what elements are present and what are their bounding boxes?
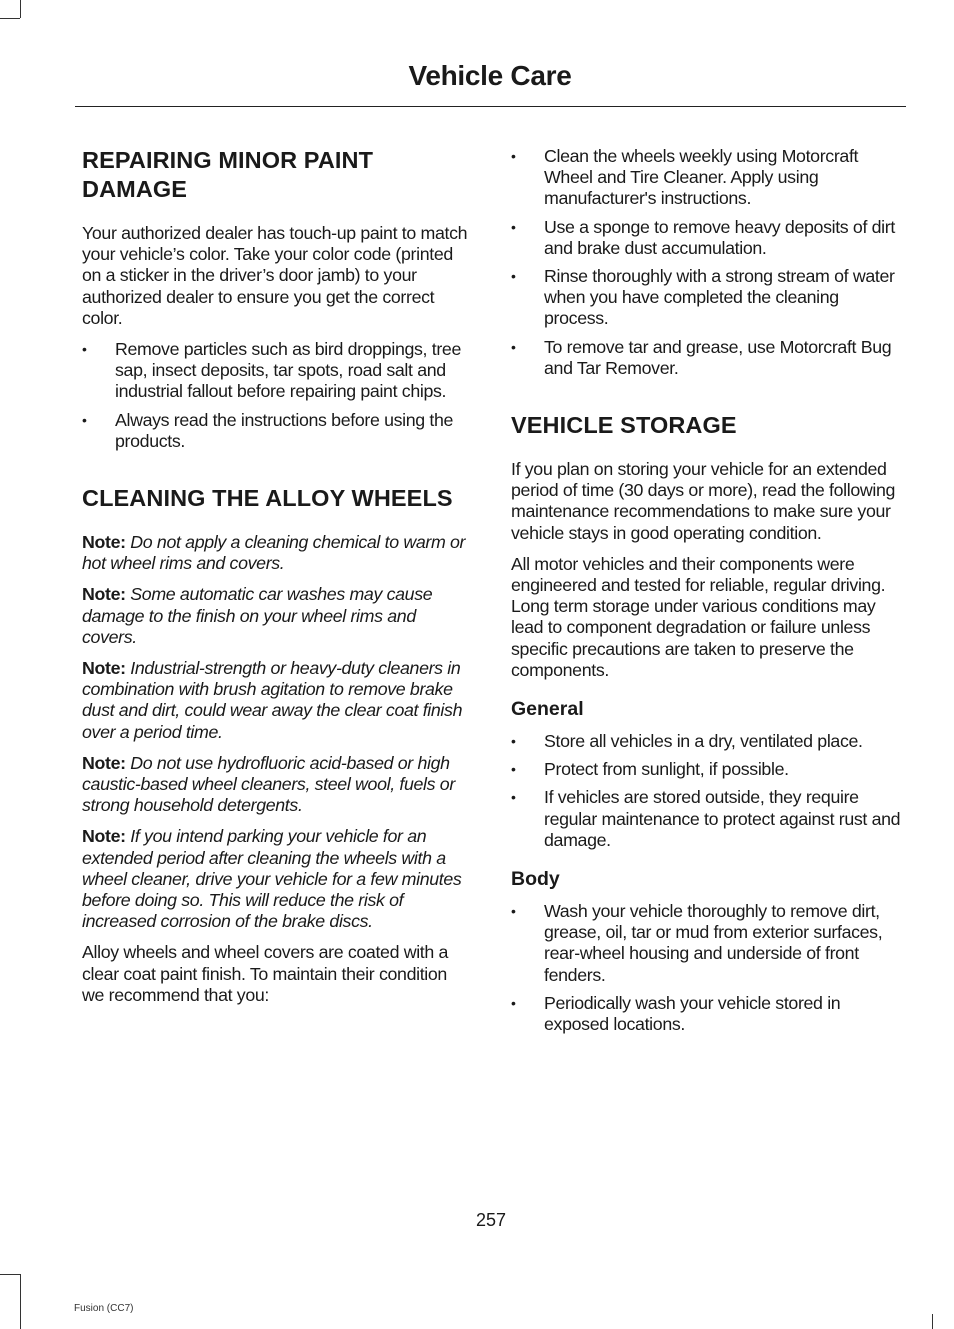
crop-mark bbox=[20, 1274, 21, 1329]
header-rule bbox=[75, 106, 906, 107]
alloy-heading: CLEANING THE ALLOY WHEELS bbox=[82, 485, 453, 512]
bullet-mark: • bbox=[511, 903, 516, 920]
general-heading: General bbox=[511, 698, 584, 721]
general-bullet-list bbox=[511, 731, 903, 851]
bullet-mark: • bbox=[82, 341, 87, 358]
list-item: • Use a sponge to remove heavy deposits of dirt and brake dust accumulation. bbox=[511, 216, 895, 258]
crop-mark bbox=[0, 18, 20, 19]
footer-model: Fusion (CC7) bbox=[74, 1303, 134, 1314]
note: Note: Some automatic car washes may cause damage to the finish on your wheel rims and covers. bbox=[82, 584, 433, 647]
bullet-mark: • bbox=[511, 789, 516, 806]
list-item: • Periodically wash your vehicle stored in exposed locations. bbox=[511, 992, 841, 1035]
bullet-mark: • bbox=[511, 994, 516, 1011]
right-column bbox=[511, 146, 903, 1045]
wheel-bullet-list bbox=[511, 146, 903, 379]
list-item: • Wash your vehicle thoroughly to remove dirt, grease, oil, tar or mud from exterior surfaces, rear-wheel housing and underside of front fenders. bbox=[511, 901, 883, 985]
list-item: • Protect from sunlight, if possible. bbox=[511, 759, 789, 780]
page-number: 257 bbox=[475, 1210, 507, 1230]
list-item: • Clean the wheels weekly using Motorcraft Wheel and Tire Cleaner. Apply using manufacturer's instructions. bbox=[511, 146, 859, 209]
repair-bullet-list bbox=[82, 339, 472, 452]
list-item: • Remove particles such as bird droppings, tree sap, insect deposits, tar spots, road salt and industrial fallout before repairing paint chips. bbox=[82, 339, 461, 402]
list-item: • If vehicles are stored outside, they require regular maintenance to protect against rust and damage. bbox=[511, 787, 901, 850]
storage-heading: VEHICLE STORAGE bbox=[511, 412, 737, 439]
repair-heading: REPAIRING MINOR PAINT DAMAGE bbox=[82, 147, 374, 202]
bullet-mark: • bbox=[511, 733, 516, 750]
list-item: • To remove tar and grease, use Motorcraft Bug and Tar Remover. bbox=[511, 336, 892, 378]
body-bullet-list bbox=[511, 901, 903, 1035]
alloy-outro: Alloy wheels and wheel covers are coated with a clear coat paint finish. To maintain their condition we recommend that you: bbox=[82, 942, 449, 1005]
list-item: • Always read the instructions before using the products. bbox=[82, 409, 454, 451]
list-item: • Store all vehicles in a dry, ventilated place. bbox=[511, 731, 863, 752]
bullet-mark: • bbox=[511, 148, 516, 164]
repair-intro: Your authorized dealer has touch-up paint to match your vehicle’s color. Take your color code (printed on a sticker in the driver’s door jamb) to your authorized dealer to ensure you get the correct color. bbox=[82, 223, 468, 328]
storage-para: If you plan on storing your vehicle for an extended period of time (30 days or more), read the following maintenance recommendations to make sure your vehicle stays in good operating condition. bbox=[511, 459, 896, 543]
bullet-mark: • bbox=[511, 268, 516, 285]
storage-para: All motor vehicles and their components were engineered and tested for reliable, regular driving. Long term storage under various conditions may lead to component degradation or failure unless specific precautions are taken to preserve the components. bbox=[511, 553, 886, 680]
note: Note: Do not apply a cleaning chemical to warm or hot wheel rims and covers. bbox=[82, 532, 466, 574]
note: Note: Industrial-strength or heavy-duty cleaners in combination with brush agitation to remove brake dust and dirt, could wear away the clear coat finish over a period time. bbox=[82, 658, 463, 742]
bullet-mark: • bbox=[511, 761, 516, 778]
bullet-mark: • bbox=[82, 411, 87, 428]
list-item: • Rinse thoroughly with a strong stream of water when you have completed the cleaning process. bbox=[511, 266, 895, 329]
note: Note: Do not use hydrofluoric acid-based or high caustic-based wheel cleaners, steel wool, fuels or strong household detergents. bbox=[82, 752, 455, 816]
crop-mark bbox=[20, 0, 21, 18]
body-heading: Body bbox=[511, 868, 560, 891]
bullet-mark: • bbox=[511, 338, 516, 355]
crop-mark bbox=[932, 1314, 933, 1329]
note: Note: If you intend parking your vehicle for an extended period after cleaning the wheels with a wheel cleaner, drive your vehicle for a few minutes before doing so. This will reduce the risk of increased corrosion of the brake discs. bbox=[82, 826, 462, 932]
left-column bbox=[82, 146, 472, 1016]
crop-mark bbox=[0, 1274, 20, 1275]
page-title: Vehicle Care bbox=[408, 60, 572, 91]
bullet-mark: • bbox=[511, 218, 516, 235]
